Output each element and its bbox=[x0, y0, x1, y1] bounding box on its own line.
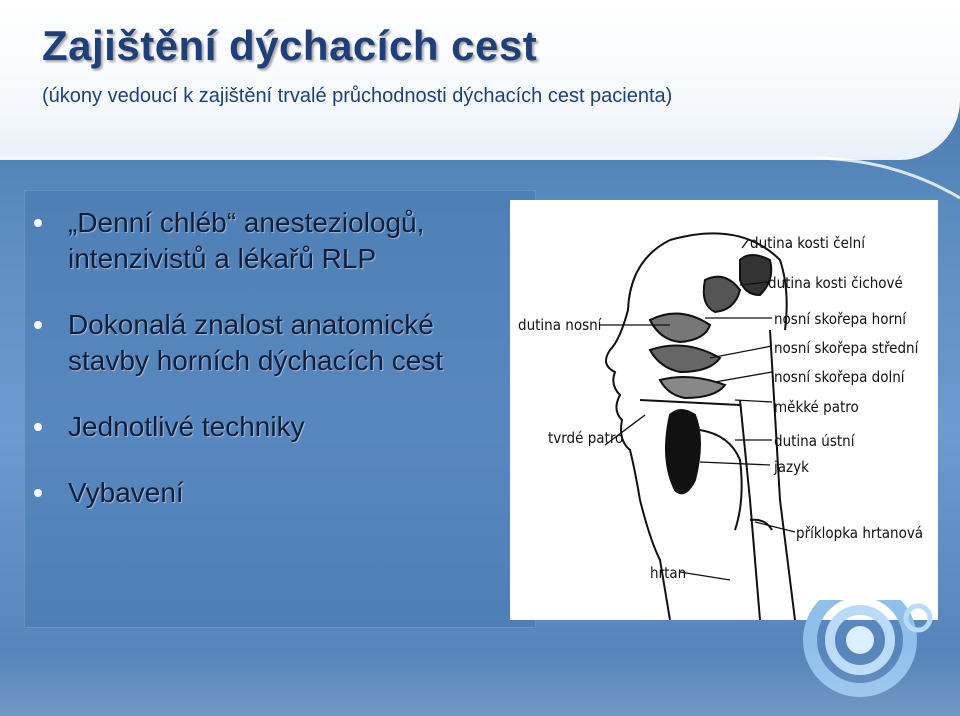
label-dutina-nosni: dutina nosní bbox=[518, 316, 602, 334]
label-hrtan: hrtan bbox=[650, 564, 687, 582]
bullet-dot-icon bbox=[34, 489, 42, 497]
bullet-text: Vybavení bbox=[68, 477, 184, 508]
anatomy-diagram bbox=[510, 200, 938, 620]
label-mekke-patro: měkké patro bbox=[774, 398, 859, 416]
bullet-item bbox=[30, 307, 510, 379]
label-nosni-skorepa-horni: nosní skořepa horní bbox=[774, 310, 907, 328]
label-nosni-skorepa-stredni: nosní skořepa střední bbox=[774, 339, 919, 357]
anatomy-diagram-svg bbox=[510, 200, 938, 620]
leader-lines bbox=[600, 240, 795, 580]
label-dutina-kosti-celni: dutina kosti čelní bbox=[750, 234, 865, 252]
bottom-band bbox=[0, 650, 960, 716]
bullet-text: „Denní chléb“ anesteziologů, intenzivistů a lékařů RLP bbox=[68, 207, 425, 274]
bullet-dot-icon bbox=[34, 423, 42, 431]
label-dutina-kosti-cichove: dutina kosti čichové bbox=[768, 274, 903, 292]
bullet-dot-icon bbox=[34, 219, 42, 227]
bullet-text: Jednotlivé techniky bbox=[68, 411, 305, 442]
bullet-item bbox=[30, 205, 510, 277]
slide-subtitle: (úkony vedoucí k zajištění trvalé průchodnosti dýchacích cest pacienta) bbox=[42, 85, 673, 107]
bullet-item bbox=[30, 409, 510, 445]
label-jazyk: jazyk bbox=[774, 458, 809, 476]
bullet-text: Dokonalá znalost anatomické stavby horních dýchacích cest bbox=[68, 309, 444, 376]
head-profile-drawing bbox=[606, 233, 795, 620]
label-priklopka-hrtanova: příklopka hrtanová bbox=[796, 524, 924, 542]
bullet-list bbox=[30, 205, 510, 541]
label-tvrde-patro: tvrdé patro bbox=[548, 429, 624, 447]
bullet-dot-icon bbox=[34, 321, 42, 329]
slide-title: Zajištění dýchacích cest bbox=[42, 22, 538, 69]
label-nosni-skorepa-dolni: nosní skořepa dolní bbox=[774, 368, 905, 386]
bullet-item bbox=[30, 475, 510, 511]
label-dutina-ustni: dutina ústní bbox=[774, 432, 855, 450]
